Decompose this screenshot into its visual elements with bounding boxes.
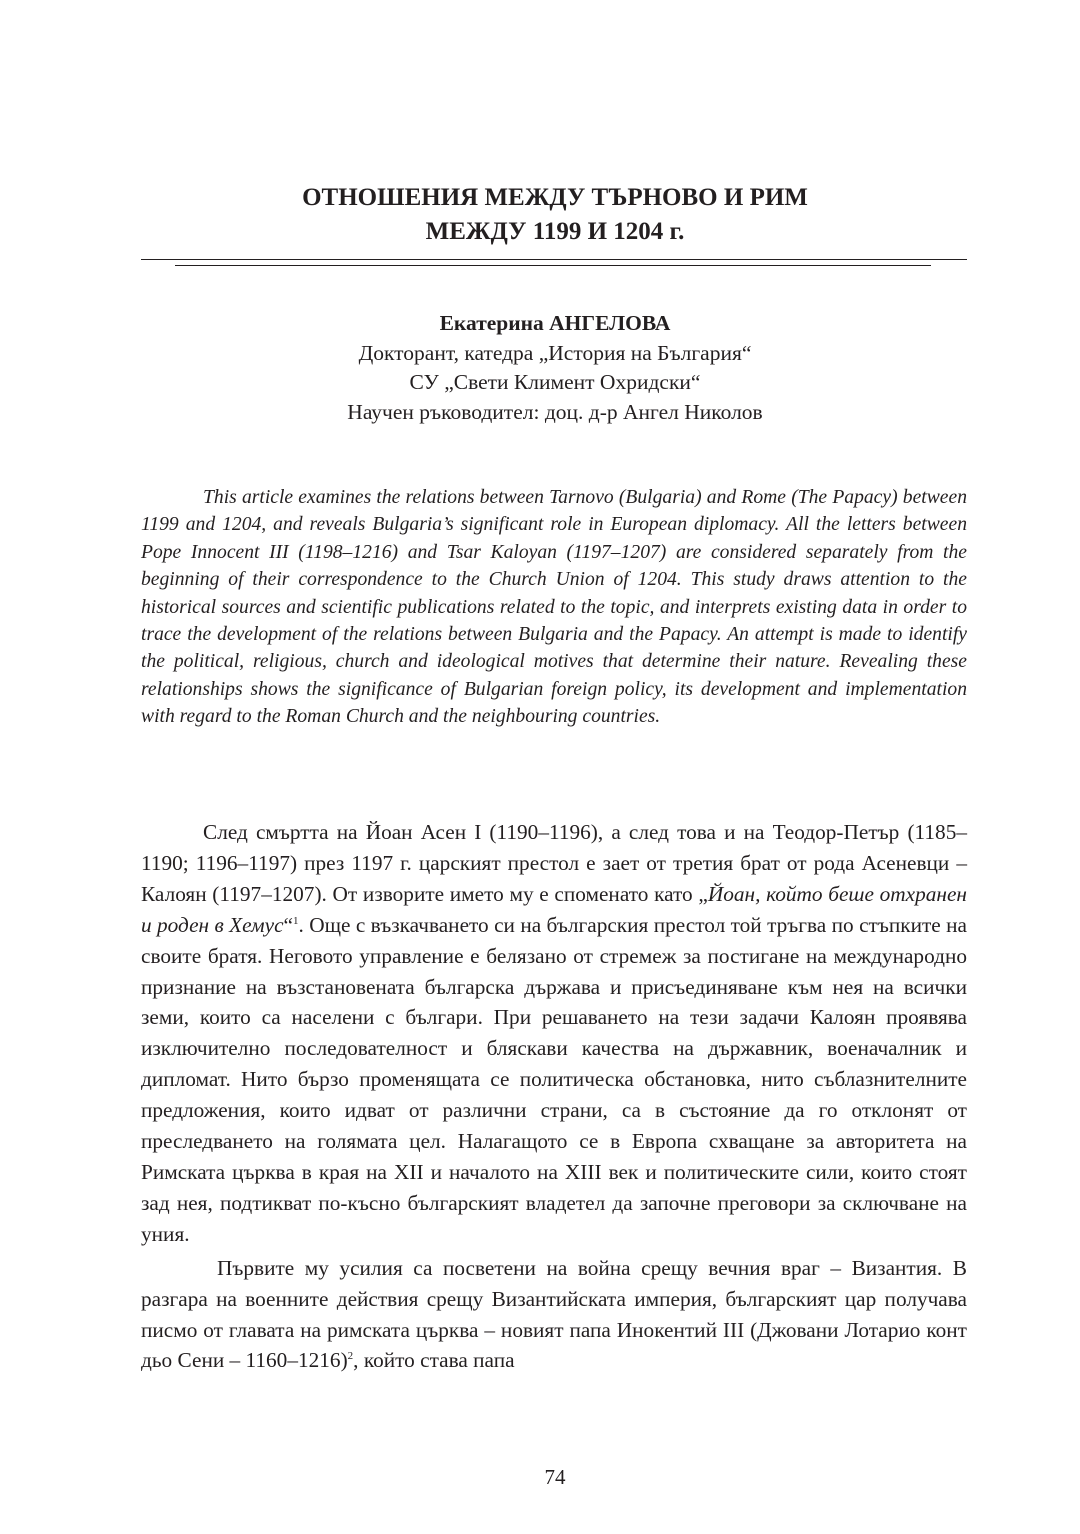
paragraph-1 [141,817,967,1250]
footnote-ref-2[interactable]: 2 [347,1350,354,1363]
author-university: СУ „Свети Климент Охридски“ [409,370,701,394]
paragraph-1-quote-close: “ [283,912,293,937]
footnote-ref-1[interactable]: 1 [293,914,299,927]
author-block [0,309,1080,427]
paragraph-1-quote: Йоан, който беше отхранен и роден в Хемус [141,881,967,937]
author-supervisor: Научен ръководител: доц. д-р Ангел Николов [347,399,763,424]
paragraph-2-text-b: , който става папа [353,1348,515,1373]
paragraph-2 [141,1253,967,1377]
page-number: 74 [544,1465,566,1489]
author-position: Докторант, катедра „История на България“ [358,340,752,365]
author-name: Екатерина АНГЕЛОВА [439,311,671,335]
article-title-line-2: МЕЖДУ 1199 И 1204 г. [425,218,685,245]
body-text [141,817,967,1376]
paragraph-2-text-a: Първите му усилия са посветени на война срещу вечния враг – Византия. В разгара на военните действия срещу Византийската империя, българският цар получава писмо от главата на римската църква – новият папа Инокентий III (Джовани Лотарио конт дьо Сени – 1160–1216) [141,1255,967,1373]
article-title-line-1: ОТНОШЕНИЯ МЕЖДУ ТЪРНОВО И РИМ [302,184,808,211]
title-rule-lower [175,265,931,266]
title-rule-upper [141,259,967,260]
abstract: This article examines the relations between Tarnovo (Bulgaria) and Rome (The Papacy) between 1199 and 1204, and reveals Bulgaria’s significant role in European diplomacy. All the letters between Pope Innocent III (1198–1216) and Tsar Kaloyan (1197–1207) are considered separately from the beginning of their correspondence to the Church Union of 1204. This study draws attention to the historical sources and scientific publications related to the topic, and interprets existing data in order to trace the development of the relations between Bulgaria and the Papacy. An attempt is made to identify the political, religious, church and ideological motives that determine their nature. Revealing these relationships shows the significance of Bulgarian foreign policy, its development and implementation with regard to the Roman Church and the neighbouring countries. [141,487,967,728]
paragraph-1-text-b: . Още с възкачването си на българския престол той тръгва по стъпките на своите братя. Неговото управление е белязано от стремеж за постигане на международно признание на възстановената българска държава и присъединяване към нея на всички земи, които са населени с българи. При решаването на тези задачи Калоян проявява изключително последователност и бляскави качества на държавник, военачалник и дипломат. Нито бързо променящата се политическа обстановка, нито съблазнителните предложения, които идват от различни страни, са в състояние да го отклонят от преследването на голямата цел. Налагащото се в Европа схващане за авторитета на Римската църква в края на XII и началото на XIII век и политическите сили, които стоят зад нея, подтикват по-късно българският владетел да започне преговори за сключване на уния. [141,912,967,1246]
paragraph-1-text-a: След смъртта на Йоан Асен I (1190–1196), а след това и на Теодор-Петър (1185–1190; 1196–1197) през 1197 г. царският престол е зает от третия брат от рода Асеневци – Калоян (1197–1207). От изворите името му е споменато като „ [141,820,967,906]
